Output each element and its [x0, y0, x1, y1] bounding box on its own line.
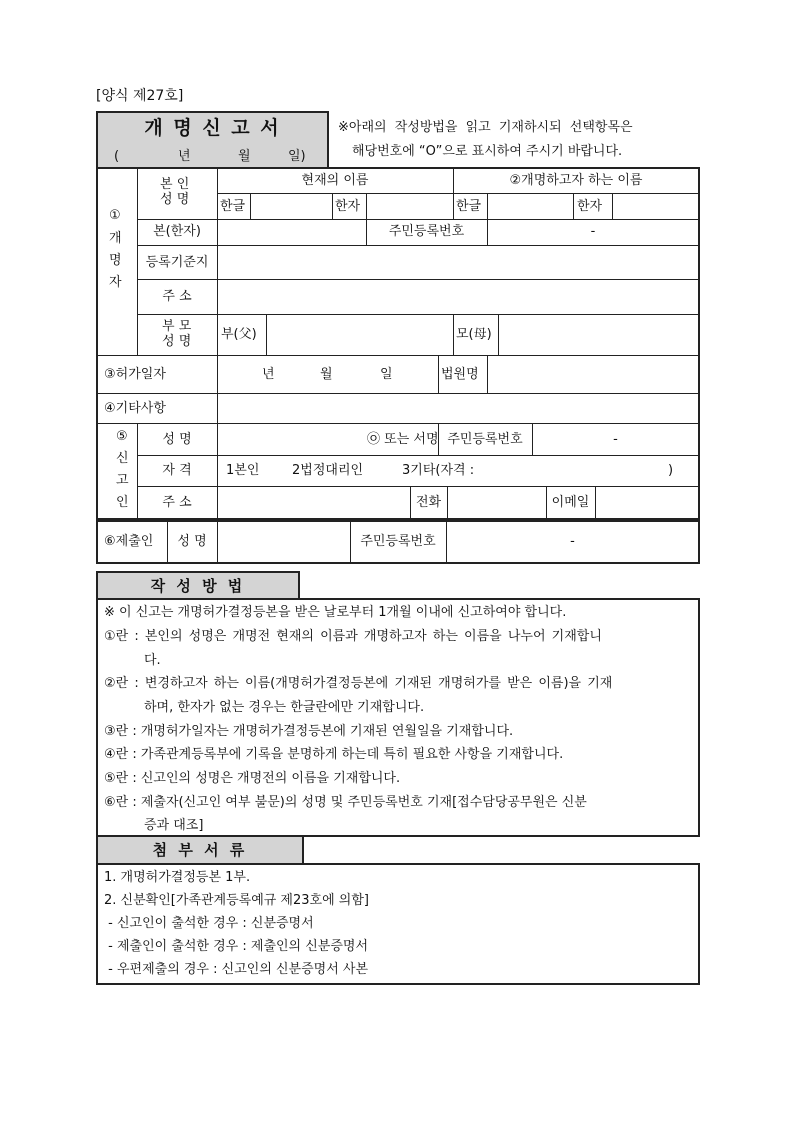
new-hanja-input[interactable] — [613, 194, 699, 218]
reporter-name-input[interactable] — [218, 424, 363, 454]
instruction-line: ④란 : 가족관계등록부에 기록을 분명하게 하는데 특히 필요한 사항을 기재합니다. — [104, 747, 564, 762]
attachment-line: 2. 신분확인[가족관계등록예규 제23호에 의함] — [104, 893, 369, 908]
rrn-input[interactable]: - — [590, 224, 596, 239]
other-matters-label: ④기타사항 — [104, 401, 166, 416]
father-name-input[interactable] — [267, 315, 452, 354]
section5-label-char: 고 — [116, 473, 129, 488]
current-name-header: 현재의 이름 — [301, 173, 369, 188]
submitter-name-input[interactable] — [218, 522, 349, 562]
instruction-line: ①란 : 본인의 성명은 개명전 현재의 이름과 개명하고자 하는 이름을 나누어 기재합니 — [104, 629, 602, 644]
qualification-option-other[interactable]: 3기타(자격 : — [402, 463, 475, 478]
new-hanja-label: 한자 — [577, 199, 603, 214]
phone-label: 전화 — [415, 495, 442, 510]
parents-label: 성 명 — [162, 334, 192, 349]
reporter-rrn-label: 주민등록번호 — [447, 432, 523, 447]
qualification-label: 자 격 — [162, 463, 192, 478]
submitter-rrn-input[interactable]: - — [570, 534, 575, 549]
other-matters-input[interactable] — [218, 394, 699, 422]
court-label: 법원명 — [441, 367, 479, 382]
rrn-label: 주민등록번호 — [388, 224, 465, 239]
section5-label-char: 인 — [116, 495, 129, 510]
qualification-close: ) — [668, 463, 674, 478]
reporter-rrn-input[interactable]: - — [613, 432, 618, 447]
seal-or-sign[interactable]: ㉧ 또는 서명 — [367, 432, 439, 447]
instructions-box — [96, 598, 700, 837]
attachment-line: - 신고인이 출석한 경우 : 신분증명서 — [104, 916, 314, 931]
attachment-line: 1. 개명허가결정등본 1부. — [104, 870, 251, 885]
form-number: [양식 제27호] — [96, 88, 184, 104]
registry-input[interactable] — [218, 246, 699, 278]
section1-label-char: 개 — [109, 231, 122, 246]
registry-label: 등록기준지 — [145, 255, 209, 270]
submitter-name-label: 성 명 — [177, 534, 207, 549]
reporter-address-label: 주 소 — [162, 495, 192, 510]
instruction-line: ⑤란 : 신고인의 성명은 개명전의 이름을 기재합니다. — [104, 771, 401, 786]
section5-number: ⑤ — [116, 429, 128, 444]
date-month[interactable]: 월 — [238, 149, 251, 164]
qualification-option-self[interactable]: 1본인 — [226, 463, 260, 478]
current-hangul-label: 한글 — [220, 199, 246, 214]
form-title: 개 명 신 고 서 — [144, 117, 281, 139]
attachment-line: - 우편제출의 경우 : 신고인의 신분증명서 사본 — [104, 962, 369, 977]
section1-label-char: 자 — [109, 275, 122, 290]
phone-input[interactable] — [448, 487, 545, 519]
bon-label: 본(한자) — [153, 224, 201, 239]
self-name-label: 본 인 — [160, 177, 190, 192]
notice-line-2: 해당번호에 “O”으로 표시하여 주시기 바랍니다. — [352, 144, 623, 159]
attachment-line: - 제출인이 출석한 경우 : 제출인의 신분증명서 — [104, 939, 369, 954]
mother-label: 모(母) — [456, 327, 492, 342]
email-input[interactable] — [596, 487, 699, 519]
submitter-rrn-label: 주민등록번호 — [360, 534, 436, 549]
attachments-box — [96, 863, 700, 985]
instructions-header: 작 성 방 법 — [150, 577, 246, 595]
instruction-line: ⑥란 : 제출자(신고인 여부 불문)의 성명 및 주민등록번호 기재[접수담당공무원은 신분 — [104, 795, 587, 810]
address-label: 주 소 — [162, 289, 192, 304]
instruction-line: ②란 : 변경하고자 하는 이름(개명허가결정등본에 기재된 개명허가를 받은 이름)을 기재 — [104, 676, 613, 691]
instruction-line: ※ 이 신고는 개명허가결정등본을 받은 날로부터 1개월 이내에 신고하여야 합니다. — [104, 605, 567, 620]
new-hangul-input[interactable] — [488, 194, 572, 218]
reporter-address-input[interactable] — [218, 487, 409, 519]
attachments-header: 첨 부 서 류 — [152, 841, 248, 859]
submitter-label: ⑥제출인 — [104, 534, 154, 549]
permit-month[interactable]: 월 — [320, 367, 333, 382]
date-day[interactable]: 일) — [288, 149, 306, 164]
address-input[interactable] — [218, 280, 699, 313]
title-box — [96, 111, 329, 167]
new-hangul-label: 한글 — [456, 199, 482, 214]
section1-number: ① — [109, 208, 121, 223]
date-open: ( — [114, 149, 120, 164]
section1-label-char: 명 — [109, 253, 122, 268]
mother-name-input[interactable] — [499, 315, 699, 354]
permit-date-label: ③허가일자 — [104, 367, 166, 382]
notice-line-1: ※아래의 작성방법을 읽고 기재하시되 선택항목은 — [338, 120, 633, 135]
date-year[interactable]: 년 — [178, 149, 191, 164]
section5-label-char: 신 — [116, 451, 129, 466]
current-hangul-input[interactable] — [251, 194, 331, 218]
email-label: 이메일 — [551, 495, 590, 510]
parents-label: 부 모 — [162, 319, 192, 334]
instruction-line: 하며, 한자가 없는 경우는 한글란에만 기재합니다. — [144, 700, 425, 715]
current-hanja-input[interactable] — [367, 194, 452, 218]
reporter-name-label: 성 명 — [162, 432, 192, 447]
new-name-header: ②개명하고자 하는 이름 — [509, 173, 643, 188]
instruction-line: ③란 : 개명허가일자는 개명허가결정등본에 기재된 연월일을 기재합니다. — [104, 724, 514, 739]
father-label: 부(父) — [221, 327, 257, 342]
permit-year[interactable]: 년 — [262, 367, 275, 382]
self-name-label: 성 명 — [160, 192, 190, 207]
instruction-line: 증과 대조] — [144, 818, 204, 833]
instructions-header-box — [96, 571, 300, 600]
attachments-header-box — [96, 837, 304, 864]
current-hanja-label: 한자 — [335, 199, 361, 214]
bon-input[interactable] — [218, 220, 365, 244]
permit-day[interactable]: 일 — [380, 367, 393, 382]
instruction-line: 다. — [144, 653, 161, 668]
court-input[interactable] — [488, 356, 699, 392]
qualification-option-legal-rep[interactable]: 2법정대리인 — [292, 463, 364, 478]
